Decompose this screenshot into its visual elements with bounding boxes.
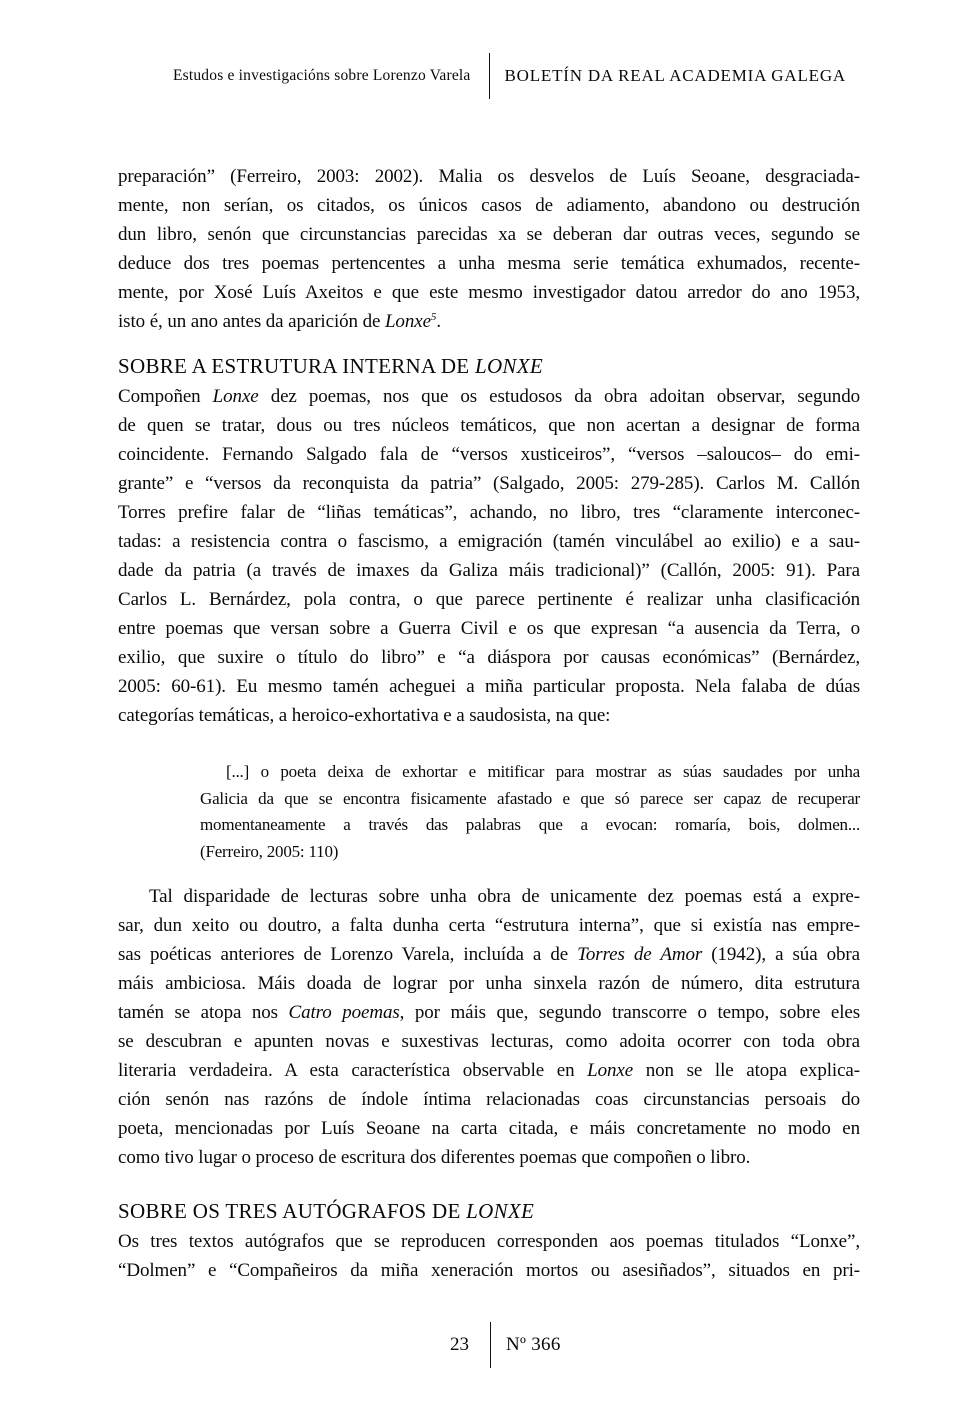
text-segment: Compoñen <box>118 386 213 407</box>
text-line <box>118 614 860 643</box>
text-line <box>118 701 860 730</box>
header-right-title: BOLETÍN DA REAL ACADEMIA GALEGA <box>504 66 846 85</box>
text-segment: SOBRE OS TRES AUTÓGRAFOS DE <box>118 1199 467 1223</box>
text-segment: Carlos L. Bernárdez, pola contra, o que parece pertinente é realizar unha clasificación <box>118 589 860 610</box>
text-segment: de quen se tratar, dous ou tres núcleos temáticos, que non acertan a designar de forma <box>118 415 860 436</box>
text-segment: como tivo lugar o proceso de escritura dos diferentes poemas que compoñen o libro. <box>118 1147 751 1168</box>
paragraph-p3 <box>118 882 860 1172</box>
text-segment: dade da patria (a través de imaxes da Galiza máis tradicional)” (Callón, 2005: 91). Para <box>118 560 860 581</box>
text-segment: sar, dun xeito ou doutro, a falta dunha certa “estrutura interna”, que si existía nas empre- <box>118 915 860 936</box>
text-line <box>200 786 860 813</box>
text-line <box>118 1027 860 1056</box>
text-segment: Tal disparidade de lecturas sobre unha obra de unicamente dez poemas está a expre- <box>149 886 860 907</box>
text-segment: (1942), a súa obra <box>702 944 860 965</box>
text-line <box>118 498 860 527</box>
text-segment: LONXE <box>466 1199 535 1223</box>
text-segment: dez poemas, nos que os estudosos da obra adoitan observar, segundo <box>258 386 860 407</box>
text-segment: Torres de Amor <box>577 944 703 965</box>
text-segment: Torres prefire falar de “liñas temáticas”, achando, no libro, tres “claramente interconec- <box>118 502 860 523</box>
text-line <box>118 1227 860 1256</box>
text-line <box>118 1114 860 1143</box>
text-segment: Lonxe <box>587 1060 634 1081</box>
text-segment: mente, non serían, os citados, os únicos casos de adiamento, abandono ou destrución <box>118 195 860 216</box>
page-number: 23 <box>450 1334 469 1355</box>
text-line <box>118 1056 860 1085</box>
heading-h1 <box>118 351 860 381</box>
text-segment: Os tres textos autógrafos que se reproducen corresponden aos poemas titulados “Lonxe”, <box>118 1231 860 1252</box>
text-segment: Lonxe <box>212 386 259 407</box>
paragraph-p2 <box>118 382 860 730</box>
text-line <box>118 1256 860 1285</box>
text-segment: (Ferreiro, 2005: 110) <box>200 841 339 861</box>
text-line <box>118 882 860 911</box>
text-segment: tadas: a resistencia contra o fascismo, a emigración (tamén vinculábel ao exilio) e a sau- <box>118 531 860 552</box>
text-segment: tamén se atopa nos <box>118 1002 289 1023</box>
text-segment: Catro poemas <box>288 1002 400 1023</box>
text-line <box>118 672 860 701</box>
text-segment: sas poéticas anteriores de Lorenzo Varela, incluída a de <box>118 944 578 965</box>
text-line <box>118 307 860 336</box>
text-line <box>118 1085 860 1114</box>
text-segment: grante” e “versos da reconquista da patria” (Salgado, 2005: 279-285). Carlos M. Callón <box>118 473 860 494</box>
text-line <box>118 998 860 1027</box>
blockquote-quote <box>200 759 860 865</box>
text-line <box>118 969 860 998</box>
text-segment: , por máis que, segundo transcorre o tempo, sobre eles <box>399 1002 861 1023</box>
page-header <box>0 53 975 99</box>
text-segment: deduce dos tres poemas pertencentes a unha mesma serie temática exhumados, recente- <box>118 253 860 274</box>
text-line <box>118 440 860 469</box>
text-segment: 2005: 60-61). Eu mesmo tamén acheguei a miña particular proposta. Nela falaba de dúas <box>118 676 860 697</box>
paragraph-p1 <box>118 162 860 336</box>
text-segment: . <box>436 311 441 332</box>
text-segment: se descubran e apunten novas e suxestivas lecturas, como adoita ocorrer con toda obra <box>118 1031 860 1052</box>
text-segment: poeta, mencionadas por Luís Seoane na carta citada, e máis concretamente no modo en <box>118 1118 860 1139</box>
heading-h2 <box>118 1196 860 1226</box>
text-line <box>118 249 860 278</box>
text-segment: isto é, un ano antes da aparición de <box>118 311 385 332</box>
text-segment: exilio, que suxire o título do libro” e “a diáspora por causas económicas” (Bernárdez, <box>118 647 860 668</box>
text-line <box>118 220 860 249</box>
page-footer <box>0 1322 975 1368</box>
text-line <box>118 527 860 556</box>
text-segment: ción senón nas razóns de índole íntima relacionadas coas circunstancias persoais do <box>118 1089 860 1110</box>
text-segment: mente, por Xosé Luís Axeitos e que este mesmo investigador datou arredor do ano 1953, <box>118 282 860 303</box>
paragraph-p4 <box>118 1227 860 1285</box>
text-line <box>118 556 860 585</box>
text-line <box>118 585 860 614</box>
text-segment: momentaneamente a través das palabras que a evocan: romaría, bois, dolmen... <box>200 815 860 834</box>
text-line <box>118 911 860 940</box>
text-segment: preparación” (Ferreiro, 2003: 2002). Malia os desvelos de Luís Seoane, desgraciada- <box>118 166 860 187</box>
text-line <box>118 278 860 307</box>
text-segment: 5 <box>430 311 437 323</box>
text-line <box>118 940 860 969</box>
issue-number: Nº 366 <box>506 1334 561 1355</box>
text-segment: SOBRE A ESTRUTURA INTERNA DE <box>118 354 475 378</box>
text-line <box>118 162 860 191</box>
text-line <box>118 1143 860 1172</box>
text-line <box>118 1196 860 1226</box>
text-line <box>200 759 860 786</box>
text-segment: máis ambiciosa. Máis doada de lograr por unha sinxela razón de número, dita estrutura <box>118 973 860 994</box>
text-segment: Galicia da que se encontra fisicamente afastado e que só parece ser capaz de recuperar <box>200 788 860 808</box>
header-left-title: Estudos e investigacións sobre Lorenzo Varela <box>172 67 471 84</box>
text-segment: [...] o poeta deixa de exhortar e mitificar para mostrar as súas saudades por unha <box>226 762 860 781</box>
text-line <box>200 812 860 839</box>
text-line <box>118 382 860 411</box>
text-line <box>118 411 860 440</box>
text-segment: categorías temáticas, a heroico-exhortativa e a saudosista, na que: <box>118 705 611 726</box>
text-segment: coincidente. Fernando Salgado fala de “versos xusticeiros”, “versos –saloucos– do emi- <box>118 444 860 465</box>
text-line <box>200 839 860 866</box>
text-segment: non se lle atopa explica- <box>633 1060 860 1081</box>
text-segment: “Dolmen” e “Compañeiros da miña xeneración mortos ou asesiñados”, situados en pri- <box>118 1260 860 1281</box>
text-line <box>118 191 860 220</box>
text-line <box>118 643 860 672</box>
text-line <box>118 469 860 498</box>
text-segment: Lonxe <box>384 311 431 332</box>
text-segment: entre poemas que versan sobre a Guerra Civil e os que expresan “a ausencia da Terra, o <box>118 618 860 639</box>
text-line <box>118 351 860 381</box>
text-segment: dun libro, senón que circunstancias parecidas xa se deberan dar outras veces, segundo se <box>118 224 860 245</box>
text-segment: literaria verdadeira. A esta característica observable en <box>118 1060 588 1081</box>
text-segment: LONXE <box>474 354 543 378</box>
